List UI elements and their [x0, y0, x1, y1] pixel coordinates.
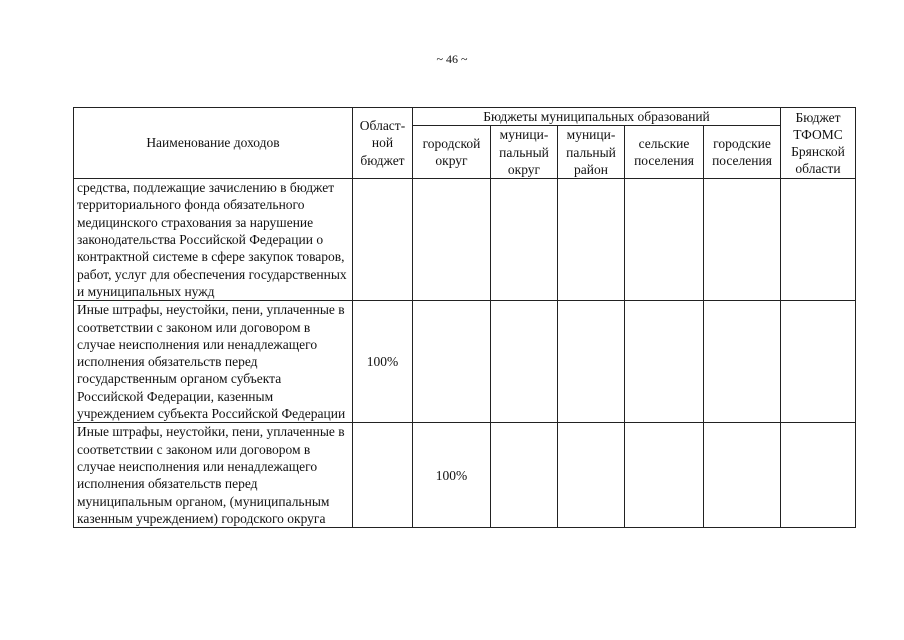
- cell-municipal-area: [558, 423, 625, 528]
- header-municipal-area: муници-пальный район: [558, 126, 625, 179]
- header-rural: сельские поселения: [625, 126, 704, 179]
- revenue-distribution-table: [73, 107, 856, 528]
- cell-regional: [353, 423, 413, 528]
- row-name: средства, подлежащие зачислению в бюджет территориального фонда обязательного медицинского страхования за нарушение законодательства Российской Федерации о контрактной системе в сфере закупок товаров, работ, услуг для обеспечения государственных и муниципальных нужд: [74, 179, 353, 301]
- cell-rural: [625, 423, 704, 528]
- header-name: Наименование доходов: [74, 108, 353, 179]
- header-municipal-group: Бюджеты муниципальных образований: [413, 108, 781, 126]
- cell-municipal-area: [558, 179, 625, 301]
- header-municipal-district: муници-пальный округ: [491, 126, 558, 179]
- cell-rural: [625, 301, 704, 423]
- header-tfoms: Бюджет ТФОМС Брянской области: [781, 108, 856, 179]
- cell-tfoms: [781, 179, 856, 301]
- header-urban: городские поселения: [704, 126, 781, 179]
- cell-municipal-area: [558, 301, 625, 423]
- header-row-group: [74, 108, 856, 126]
- cell-city-district: 100%: [413, 423, 491, 528]
- cell-municipal-district: [491, 179, 558, 301]
- page-number: ~ 46 ~: [436, 52, 468, 66]
- table-row: [74, 179, 856, 301]
- table-row: [74, 301, 856, 423]
- row-name: Иные штрафы, неустойки, пени, уплаченные в соответствии с законом или договором в случае неисполнения или ненадлежащего исполнения обязательств перед государственным органом субъекта Российской Федерации, казенным учреждением субъекта Российской Федерации: [74, 301, 353, 423]
- cell-city-district: [413, 179, 491, 301]
- header-regional: Област-ной бюджет: [353, 108, 413, 179]
- row-name: Иные штрафы, неустойки, пени, уплаченные в соответствии с законом или договором в случае неисполнения или ненадлежащего исполнения обязательств перед муниципальным органом, (муниципальным казенным учреждением) городского округа: [74, 423, 353, 528]
- cell-municipal-district: [491, 423, 558, 528]
- cell-regional: 100%: [353, 301, 413, 423]
- cell-tfoms: [781, 301, 856, 423]
- cell-rural: [625, 179, 704, 301]
- cell-urban: [704, 179, 781, 301]
- table-row: [74, 423, 856, 528]
- cell-municipal-district: [491, 301, 558, 423]
- cell-regional: [353, 179, 413, 301]
- cell-urban: [704, 301, 781, 423]
- cell-urban: [704, 423, 781, 528]
- cell-city-district: [413, 301, 491, 423]
- cell-tfoms: [781, 423, 856, 528]
- header-city-district: городской округ: [413, 126, 491, 179]
